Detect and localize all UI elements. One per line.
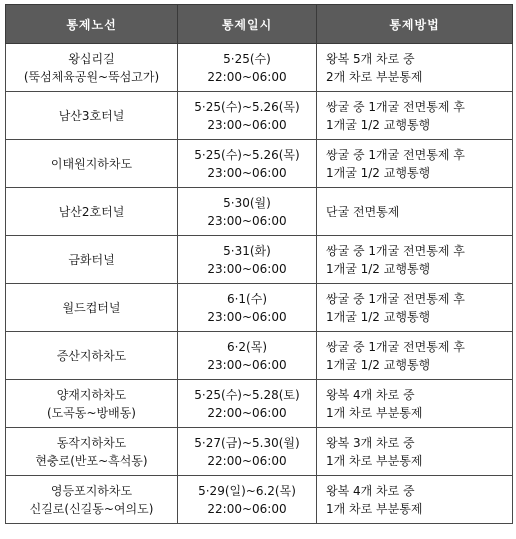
table-row: [6, 140, 513, 188]
method-cell: [317, 380, 513, 428]
datetime-cell: [178, 236, 317, 284]
datetime-cell: [178, 332, 317, 380]
route-cell-line: 양재지하차도: [56, 387, 127, 402]
table-header-row: [6, 5, 513, 44]
datetime-cell-line: 23:00~06:00: [207, 213, 287, 228]
header-route: 통제노선: [6, 5, 178, 44]
datetime-cell-line: 5·30(월): [223, 195, 271, 210]
traffic-control-table-container: [5, 4, 513, 524]
method-cell-line: 1개 차로 부분통제: [326, 405, 423, 420]
datetime-cell-line: 5·25(수)~5.26(목): [194, 99, 300, 114]
datetime-cell-line: 5·25(수): [223, 51, 271, 66]
datetime-cell-line: 22:00~06:00: [207, 501, 287, 516]
traffic-control-table: [5, 4, 513, 524]
route-cell-line: 영등포지하차도: [50, 483, 133, 498]
route-cell-line: 남산2호터널: [58, 204, 125, 219]
method-cell: [317, 236, 513, 284]
datetime-cell-line: 5·31(화): [223, 243, 271, 258]
table-row: [6, 188, 513, 236]
method-cell: [317, 140, 513, 188]
datetime-cell: [178, 140, 317, 188]
method-cell: [317, 476, 513, 524]
route-cell-line: 현충로(반포~흑석동): [35, 453, 148, 468]
route-cell-line: 왕십리길: [68, 51, 115, 66]
table-row: [6, 428, 513, 476]
method-cell-line: 1개굴 1/2 교행통행: [326, 261, 431, 276]
route-cell-line: 증산지하차도: [56, 348, 127, 363]
table-row: [6, 332, 513, 380]
datetime-cell-line: 5·29(일)~6.2(목): [198, 483, 296, 498]
route-cell: [6, 140, 178, 188]
method-cell-line: 왕복 4개 차로 중: [326, 387, 415, 402]
datetime-cell-line: 23:00~06:00: [207, 165, 287, 180]
header-datetime: 통제일시: [178, 5, 317, 44]
method-cell-line: 1개굴 1/2 교행통행: [326, 357, 431, 372]
datetime-cell-line: 22:00~06:00: [207, 405, 287, 420]
route-cell-line: 동작지하차도: [56, 435, 127, 450]
method-cell-line: 쌍굴 중 1개굴 전면통제 후: [326, 243, 465, 258]
table-row: [6, 380, 513, 428]
route-cell-line: (뚝섬체육공원~뚝섬고가): [23, 69, 160, 84]
method-cell: [317, 188, 513, 236]
route-cell: [6, 284, 178, 332]
route-cell-line: (도곡동~방배동): [47, 405, 136, 420]
route-cell-line: 신길로(신길동~여의도): [29, 501, 154, 516]
route-cell: [6, 332, 178, 380]
datetime-cell-line: 5·25(수)~5.26(목): [194, 147, 300, 162]
method-cell-line: 쌍굴 중 1개굴 전면통제 후: [326, 291, 465, 306]
route-cell: [6, 380, 178, 428]
route-cell-line: 남산3호터널: [58, 108, 125, 123]
route-cell: [6, 476, 178, 524]
method-cell-line: 쌍굴 중 1개굴 전면통제 후: [326, 147, 465, 162]
table-row: [6, 44, 513, 92]
datetime-cell-line: 23:00~06:00: [207, 309, 287, 324]
datetime-cell-line: 22:00~06:00: [207, 453, 287, 468]
table-body: [6, 44, 513, 524]
route-cell: [6, 428, 178, 476]
datetime-cell-line: 6·2(목): [226, 339, 268, 354]
datetime-cell-line: 23:00~06:00: [207, 357, 287, 372]
datetime-cell-line: 5·27(금)~5.30(월): [194, 435, 300, 450]
header-method: 통제방법: [317, 5, 513, 44]
method-cell-line: 1개 차로 부분통제: [326, 453, 423, 468]
datetime-cell-line: 22:00~06:00: [207, 69, 287, 84]
datetime-cell-line: 6·1(수): [226, 291, 268, 306]
method-cell: [317, 284, 513, 332]
method-cell: [317, 92, 513, 140]
method-cell: [317, 44, 513, 92]
method-cell: [317, 332, 513, 380]
route-cell-line: 월드컵터널: [62, 300, 121, 315]
method-cell: [317, 428, 513, 476]
method-cell-line: 1개굴 1/2 교행통행: [326, 309, 431, 324]
datetime-cell-line: 23:00~06:00: [207, 261, 287, 276]
route-cell-line: 이태원지하차도: [50, 156, 133, 171]
method-cell-line: 쌍굴 중 1개굴 전면통제 후: [326, 99, 465, 114]
method-cell-line: 왕복 5개 차로 중: [326, 51, 415, 66]
method-cell-line: 1개 차로 부분통제: [326, 501, 423, 516]
method-cell-line: 왕복 4개 차로 중: [326, 483, 415, 498]
table-row: [6, 236, 513, 284]
route-cell: [6, 236, 178, 284]
datetime-cell-line: 5·25(수)~5.28(토): [194, 387, 300, 402]
datetime-cell: [178, 428, 317, 476]
datetime-cell: [178, 44, 317, 92]
datetime-cell: [178, 380, 317, 428]
datetime-cell: [178, 92, 317, 140]
table-row: [6, 92, 513, 140]
route-cell: [6, 44, 178, 92]
method-cell-line: 쌍굴 중 1개굴 전면통제 후: [326, 339, 465, 354]
datetime-cell: [178, 188, 317, 236]
datetime-cell: [178, 476, 317, 524]
route-cell: [6, 92, 178, 140]
table-row: [6, 476, 513, 524]
method-cell-line: 2개 차로 부분통제: [326, 69, 423, 84]
table-row: [6, 284, 513, 332]
method-cell-line: 1개굴 1/2 교행통행: [326, 117, 431, 132]
route-cell: [6, 188, 178, 236]
datetime-cell-line: 23:00~06:00: [207, 117, 287, 132]
method-cell-line: 단굴 전면통제: [326, 204, 400, 219]
route-cell-line: 금화터널: [68, 252, 115, 267]
method-cell-line: 왕복 3개 차로 중: [326, 435, 415, 450]
method-cell-line: 1개굴 1/2 교행통행: [326, 165, 431, 180]
datetime-cell: [178, 284, 317, 332]
